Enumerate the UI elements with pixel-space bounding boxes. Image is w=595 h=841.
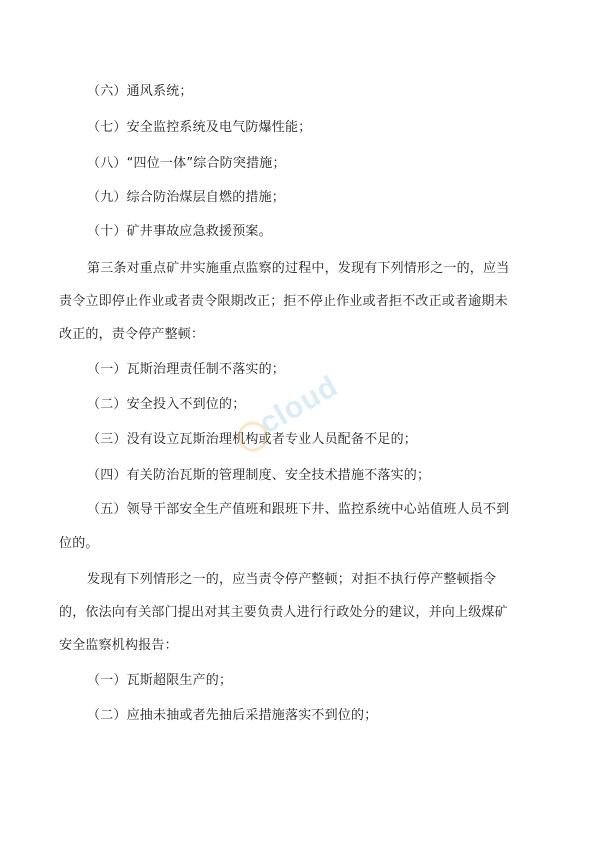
text-line: （八）“四位一体”综合防突措施； [87, 156, 286, 171]
text-line: 责令立即停止作业或者责令限期改正；拒不停止作业或者拒不改正或者逾期未 [59, 294, 508, 309]
text-line: （十）矿井事故应急救援预案。 [87, 224, 272, 239]
text-line: 第三条对重点矿井实施重点监察的过程中，发现有下列情形之一的，应当 [87, 261, 510, 276]
text-line: （三）没有设立瓦斯治理机构或者专业人员配备不足的； [87, 432, 418, 447]
text-line: （四）有关防治瓦斯的管理制度、安全技术措施不落实的； [87, 468, 431, 483]
watermark-text: cloud [253, 369, 344, 441]
text-line: 改正的，责令停产整顿： [59, 327, 205, 342]
text-line: 的，依法向有关部门提出对其主要负责人进行行政处分的建议，并向上级煤矿 [59, 605, 508, 620]
text-line: （一）瓦斯超限生产的； [87, 673, 233, 688]
text-line: （七）安全监控系统及电气防爆性能； [87, 120, 312, 135]
text-line: 发现有下列情形之一的，应当责令停产整顿；对拒不执行停产整顿指令 [87, 572, 497, 587]
text-line: 位的。 [59, 536, 99, 551]
text-line: 安全监察机构报告： [59, 638, 178, 653]
text-line: （二）安全投入不到位的； [87, 397, 246, 412]
text-line: （二）应抽未抽或者先抽后采措施落实不到位的； [87, 708, 378, 723]
text-line: （六）通风系统； [87, 84, 193, 99]
text-line: （九）综合防治煤层自燃的措施； [87, 190, 286, 205]
text-line: （五）领导干部安全生产值班和跟班下井、监控系统中心站值班人员不到 [87, 502, 510, 517]
text-line: （一）瓦斯治理责任制不落实的； [87, 362, 286, 377]
